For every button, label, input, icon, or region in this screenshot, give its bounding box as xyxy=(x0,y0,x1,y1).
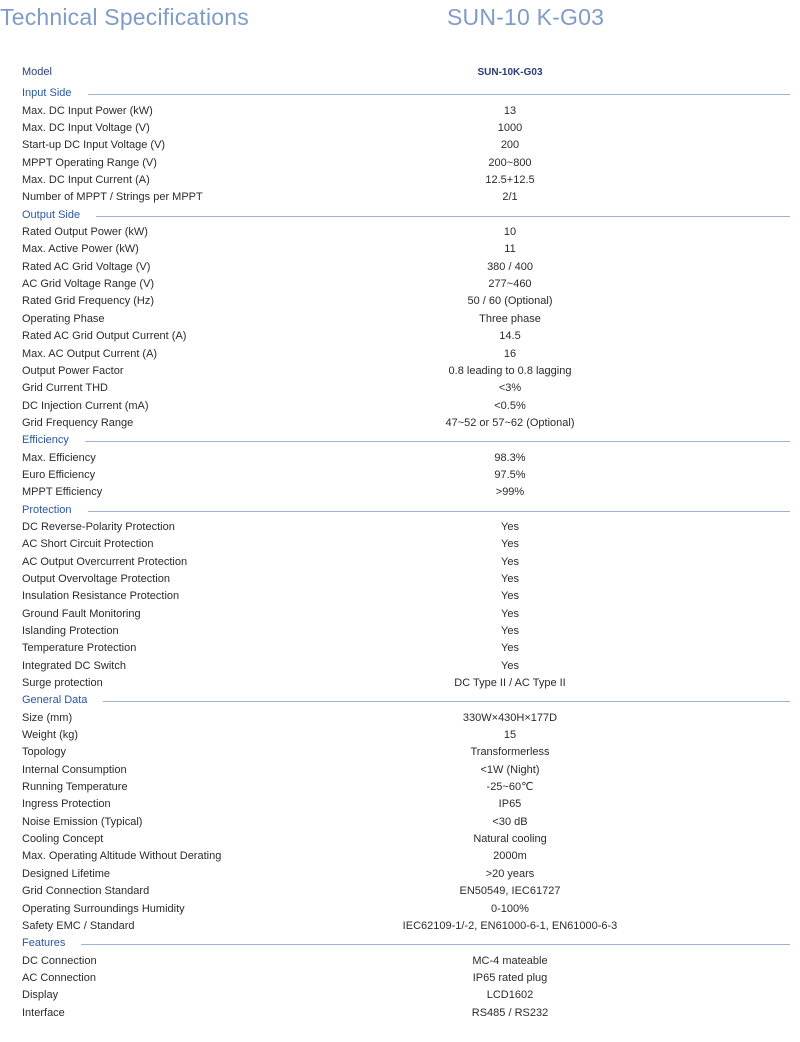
section-header xyxy=(0,85,800,102)
spec-label: Rated Output Power (kW) xyxy=(22,226,148,239)
spec-value: >99% xyxy=(495,486,525,499)
spec-value: DC Type II / AC Type II xyxy=(454,677,566,690)
spec-label: MPPT Efficiency xyxy=(22,486,103,499)
spec-label: Operating Surroundings Humidity xyxy=(22,902,185,915)
spec-value: 12.5+12.5 xyxy=(485,174,535,187)
spec-row xyxy=(0,519,800,536)
section-divider xyxy=(85,441,790,442)
spec-value: Yes xyxy=(501,642,519,655)
spec-row xyxy=(0,120,800,137)
spec-value: Yes xyxy=(501,538,519,551)
spec-row xyxy=(0,883,800,900)
spec-label: Rated Grid Frequency (Hz) xyxy=(22,295,155,308)
spec-label: Max. Active Power (kW) xyxy=(22,243,139,256)
spec-label: Display xyxy=(22,989,59,1002)
spec-label: Ground Fault Monitoring xyxy=(22,607,141,620)
spec-value: 200 xyxy=(500,139,520,152)
section-divider xyxy=(96,216,790,217)
spec-label: Cooling Concept xyxy=(22,833,104,846)
spec-row xyxy=(0,415,800,432)
spec-value: 98.3% xyxy=(494,451,526,464)
spec-label: Max. Efficiency xyxy=(22,451,96,464)
section-title: Protection xyxy=(22,502,84,519)
section-header xyxy=(0,692,800,709)
spec-value: Yes xyxy=(501,555,519,568)
spec-value: <3% xyxy=(498,382,522,395)
section-header xyxy=(0,935,800,952)
section-header xyxy=(0,502,800,519)
spec-value: <1W (Night) xyxy=(480,763,540,776)
spec-row xyxy=(0,588,800,605)
spec-row xyxy=(0,363,800,380)
spec-label: Interface xyxy=(22,1006,65,1019)
spec-value: Three phase xyxy=(479,312,541,325)
spec-label: Noise Emission (Typical) xyxy=(22,815,143,828)
spec-value: 14.5 xyxy=(499,330,521,343)
spec-row xyxy=(0,762,800,779)
spec-row xyxy=(0,276,800,293)
spec-value: MC-4 mateable xyxy=(472,954,548,967)
spec-label: Surge protection xyxy=(22,677,103,690)
section-title: General Data xyxy=(22,692,99,709)
spec-row xyxy=(0,1005,800,1022)
section-divider xyxy=(88,511,790,512)
spec-value: Yes xyxy=(501,659,519,672)
spec-row xyxy=(0,554,800,571)
spec-label: AC Grid Voltage Range (V) xyxy=(22,278,155,291)
spec-label: Grid Current THD xyxy=(22,382,108,395)
section-title: Output Side xyxy=(22,207,92,224)
spec-value: 200~800 xyxy=(488,156,532,169)
spec-row xyxy=(0,241,800,258)
spec-label: Ingress Protection xyxy=(22,798,111,811)
spec-label: Output Power Factor xyxy=(22,364,124,377)
spec-label: Euro Efficiency xyxy=(22,468,96,481)
spec-value: 0.8 leading to 0.8 lagging xyxy=(448,364,572,377)
spec-value: IP65 rated plug xyxy=(472,971,548,984)
spec-value: Yes xyxy=(501,520,519,533)
spec-row xyxy=(0,155,800,172)
spec-label: AC Connection xyxy=(22,971,96,984)
spec-row xyxy=(0,675,800,692)
spec-row xyxy=(0,484,800,501)
spec-label: MPPT Operating Range (V) xyxy=(22,156,157,169)
spec-label: Insulation Resistance Protection xyxy=(22,590,180,603)
spec-value: 47~52 or 57~62 (Optional) xyxy=(445,416,575,429)
spec-label: Max. DC Input Power (kW) xyxy=(22,104,153,117)
spec-row xyxy=(0,380,800,397)
spec-value: RS485 / RS232 xyxy=(471,1006,549,1019)
spec-label: Max. DC Input Voltage (V) xyxy=(22,122,150,135)
spec-label: Max. DC Input Current (A) xyxy=(22,174,150,187)
spec-value: EN50549, IEC61727 xyxy=(459,885,561,898)
spec-value: Transformerless xyxy=(470,746,550,759)
spec-row xyxy=(0,918,800,935)
spec-row xyxy=(0,189,800,206)
spec-row xyxy=(0,953,800,970)
spec-value: 16 xyxy=(503,347,517,360)
spec-row xyxy=(0,623,800,640)
spec-label: AC Output Overcurrent Protection xyxy=(22,555,188,568)
spec-label: DC Reverse-Polarity Protection xyxy=(22,520,175,533)
model-row xyxy=(0,64,800,81)
spec-row xyxy=(0,727,800,744)
spec-label: Topology xyxy=(22,746,67,759)
spec-value: 2000m xyxy=(493,850,527,863)
section-title: Efficiency xyxy=(22,432,81,449)
spec-row xyxy=(0,571,800,588)
spec-label: Running Temperature xyxy=(22,781,128,794)
spec-row xyxy=(0,398,800,415)
spec-label: Output Overvoltage Protection xyxy=(22,572,170,585)
spec-label: Rated AC Grid Voltage (V) xyxy=(22,260,151,273)
spec-label: Number of MPPT / Strings per MPPT xyxy=(22,191,203,204)
spec-row xyxy=(0,848,800,865)
spec-row xyxy=(0,744,800,761)
spec-row xyxy=(0,796,800,813)
spec-row xyxy=(0,866,800,883)
spec-value: LCD1602 xyxy=(486,989,534,1002)
spec-label: Size (mm) xyxy=(22,711,73,724)
spec-row xyxy=(0,346,800,363)
spec-label: Max. Operating Altitude Without Derating xyxy=(22,850,222,863)
spec-row xyxy=(0,293,800,310)
spec-label: Designed Lifetime xyxy=(22,867,111,880)
spec-row xyxy=(0,467,800,484)
section-title: Features xyxy=(22,935,77,952)
spec-row xyxy=(0,640,800,657)
spec-value: 2/1 xyxy=(502,191,518,204)
spec-label: Max. AC Output Current (A) xyxy=(22,347,158,360)
spec-row xyxy=(0,901,800,918)
spec-label: Internal Consumption xyxy=(22,763,127,776)
spec-table xyxy=(0,64,800,1022)
section-divider xyxy=(88,94,790,95)
spec-row xyxy=(0,536,800,553)
spec-label: Rated AC Grid Output Current (A) xyxy=(22,330,187,343)
spec-value: 97.5% xyxy=(494,468,526,481)
spec-value: 50 / 60 (Optional) xyxy=(467,295,553,308)
spec-value: <0.5% xyxy=(494,399,526,412)
spec-row xyxy=(0,311,800,328)
spec-row xyxy=(0,814,800,831)
spec-label: Grid Frequency Range xyxy=(22,416,134,429)
spec-row xyxy=(0,987,800,1004)
spec-label: Temperature Protection xyxy=(22,642,137,655)
section-divider xyxy=(103,701,790,702)
spec-value: 380 / 400 xyxy=(487,260,533,273)
spec-value: IEC62109-1/-2, EN61000-6-1, EN61000-6-3 xyxy=(402,919,618,932)
spec-value: 11 xyxy=(504,243,516,256)
spec-label: Weight (kg) xyxy=(22,729,79,742)
spec-row xyxy=(0,259,800,276)
spec-row xyxy=(0,779,800,796)
spec-row xyxy=(0,970,800,987)
spec-row xyxy=(0,450,800,467)
spec-row xyxy=(0,658,800,675)
spec-value: Yes xyxy=(501,572,519,585)
spec-label: Safety EMC / Standard xyxy=(22,919,135,932)
spec-label: Start-up DC Input Voltage (V) xyxy=(22,139,166,152)
spec-value: <30 dB xyxy=(492,815,528,828)
section-title: Input Side xyxy=(22,85,84,102)
spec-value: IP65 xyxy=(498,798,522,811)
spec-label: Islanding Protection xyxy=(22,625,119,637)
spec-value: Yes xyxy=(501,607,519,620)
spec-value: >20 years xyxy=(485,867,535,880)
spec-value: -25~60℃ xyxy=(486,781,534,794)
spec-value: 277~460 xyxy=(488,278,532,291)
page-header xyxy=(0,0,800,40)
section-divider xyxy=(81,944,790,945)
spec-label: AC Short Circuit Protection xyxy=(22,538,154,551)
spec-row xyxy=(0,328,800,345)
spec-value: 15 xyxy=(503,729,517,742)
spec-row xyxy=(0,224,800,241)
spec-row xyxy=(0,831,800,848)
spec-value: 1000 xyxy=(497,122,523,135)
spec-label: DC Injection Current (mA) xyxy=(22,399,149,412)
section-header xyxy=(0,432,800,449)
spec-value: Natural cooling xyxy=(473,833,547,846)
spec-row xyxy=(0,172,800,189)
spec-value: 330W×430H×177D xyxy=(462,711,558,724)
model-label: Model xyxy=(22,66,52,78)
model-title: SUN-10 K-G03 xyxy=(447,4,605,30)
spec-row xyxy=(0,606,800,623)
spec-row xyxy=(0,710,800,727)
spec-label: Grid Connection Standard xyxy=(22,885,150,898)
spec-label: Integrated DC Switch xyxy=(22,659,126,672)
spec-value: Yes xyxy=(501,625,519,637)
section-header xyxy=(0,207,800,224)
spec-row xyxy=(0,103,800,120)
spec-value: 0-100% xyxy=(491,902,529,915)
spec-label: DC Connection xyxy=(22,954,97,967)
spec-value: Yes xyxy=(501,590,519,603)
page-title: Technical Specifications xyxy=(0,4,249,30)
spec-label: Operating Phase xyxy=(22,312,105,325)
model-value: SUN-10K-G03 xyxy=(477,67,543,78)
spec-row xyxy=(0,137,800,154)
spec-value: 13 xyxy=(503,104,517,117)
spec-value: 10 xyxy=(503,226,517,239)
